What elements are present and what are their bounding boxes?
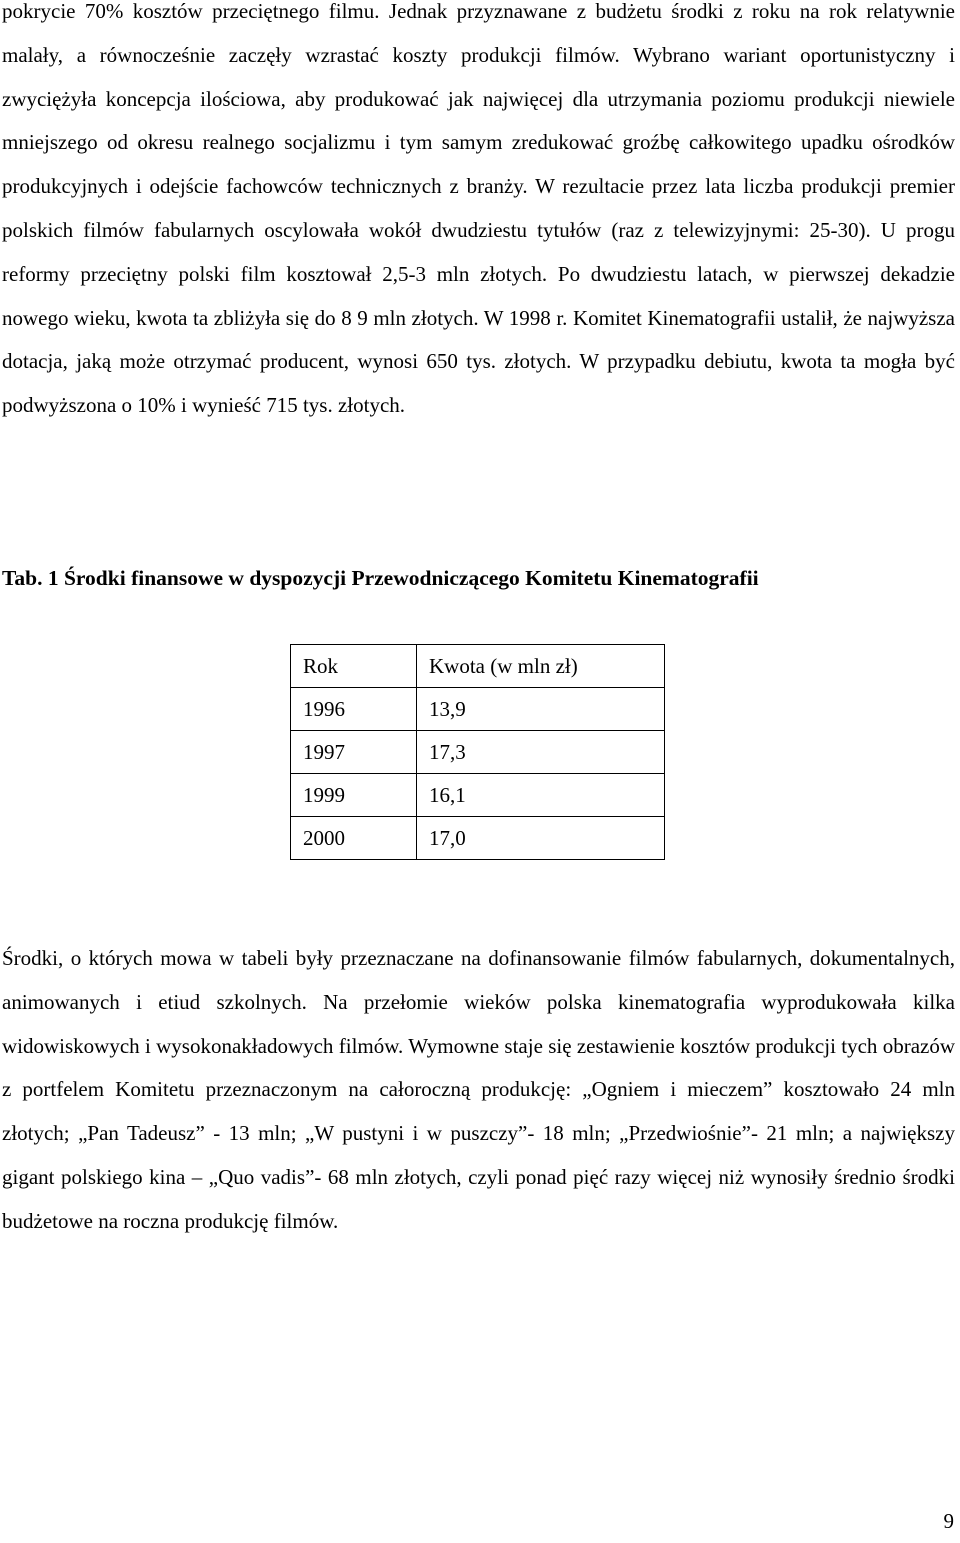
- amount-cell: 17,0: [417, 817, 665, 860]
- amount-cell: 16,1: [417, 774, 665, 817]
- year-cell: 1996: [291, 688, 417, 731]
- body-paragraph-1: pokrycie 70% kosztów przeciętnego filmu. Jednak przyznawane z budżetu środki z roku na rok relatywnie malały, a równocześnie zaczęły wzrastać koszty produkcji filmów. Wybrano wariant oportunistyczny i zwyciężyła koncepcja ilościowa, aby produkować jak najwięcej dla utrzymania poziomu produkcji niewiele mniejszego od okresu realnego socjalizmu i tym samym zredukować groźbę całkowitego upadku ośrodków produkcyjnych i odejście fachowców technicznych z branży. W rezultacie przez lata liczba produkcji premier polskich filmów fabularnych oscylowała wokół dwudziestu tytułów (raz z telewizyjnymi: 25-30). U progu reformy przeciętny polski film kosztował 2,5-3 mln złotych. Po dwudziestu latach, w pierwszej dekadzie nowego wieku, kwota ta zbliżyła się do 8 9 mln złotych. W 1998 r. Komitet Kinematografii ustalił, że najwyższa dotacja, jaką może otrzymać producent, wynosi 650 tys. złotych. W przypadku debiutu, kwota ta mogła być podwyższona o 10% i wynieść 715 tys. złotych.: [2, 0, 955, 418]
- amount-cell: 13,9: [417, 688, 665, 731]
- page-number: 9: [943, 1509, 954, 1533]
- table-row: [291, 774, 665, 817]
- year-cell: 2000: [291, 817, 417, 860]
- table-row: [291, 817, 665, 860]
- amount-cell: 17,3: [417, 731, 665, 774]
- year-cell: 1997: [291, 731, 417, 774]
- header-year-cell: Rok: [291, 645, 417, 688]
- year-cell: 1999: [291, 774, 417, 817]
- body-paragraph-2: Środki, o których mowa w tabeli były przeznaczane na dofinansowanie filmów fabularnych, dokumentalnych, animowanych i etiud szkolnych. Na przełomie wieków polska kinematografia wyprodukowała kilka widowiskowych i wysokonakładowych filmów. Wymowne staje się zestawienie kosztów produkcji tych obrazów z portfelem Komitetu przeznaczonym na całoroczną produkcję: „Ogniem i mieczem” kosztowało 24 mln złotych; „Pan Tadeusz” - 13 mln; „W pustyni i w puszczy”- 18 mln; „Przedwiośnie”- 21 mln; a największy gigant polskiego kina – „Quo vadis”- 68 mln złotych, czyli ponad pięć razy więcej niż wynosiły średnio środki budżetowe na roczna produkcję filmów.: [2, 946, 955, 1233]
- table-header-row: [291, 645, 665, 688]
- table-row: [291, 731, 665, 774]
- table-caption: Tab. 1 Środki finansowe w dyspozycji Przewodniczącego Komitetu Kinematografii: [2, 566, 759, 590]
- table-row: [291, 688, 665, 731]
- budget-table: [290, 644, 665, 860]
- header-amount-cell: Kwota (w mln zł): [417, 645, 665, 688]
